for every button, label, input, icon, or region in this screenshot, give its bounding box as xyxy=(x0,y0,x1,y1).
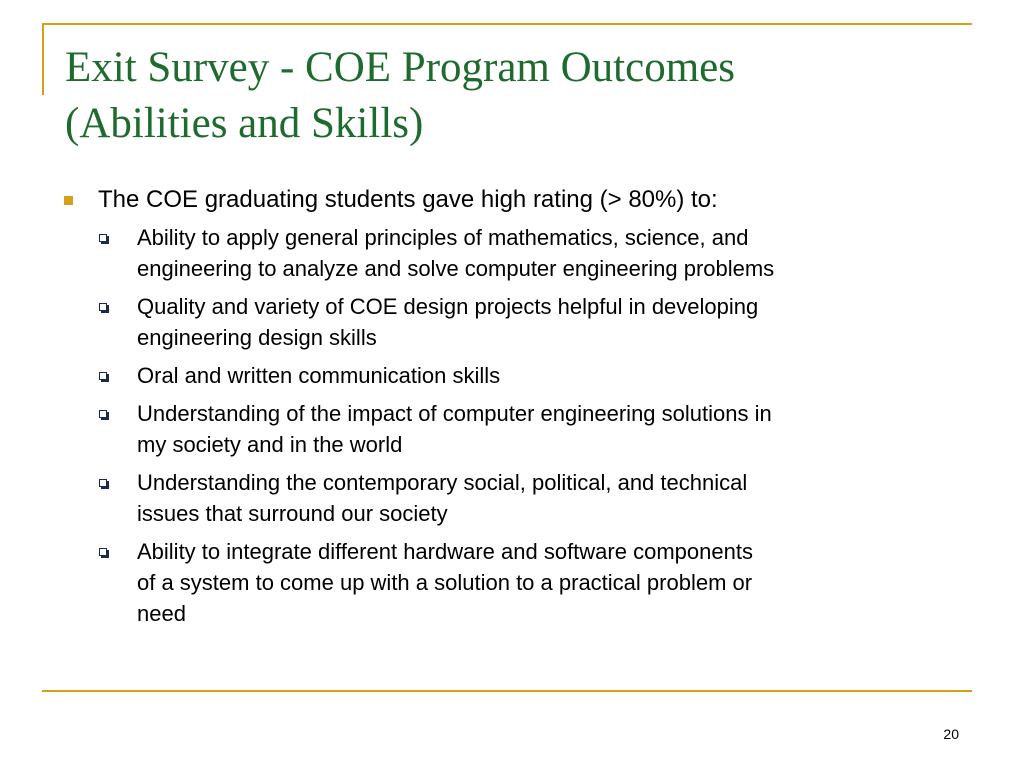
sub-bullet-text-line: of a system to come up with a solution to a practical problem or xyxy=(137,570,753,595)
main-bullet-text: The COE graduating students gave high rating (> 80%) to: xyxy=(98,186,718,213)
hollow-square-bullet-icon xyxy=(99,234,107,242)
sub-bullet-text-line: my society and in the world xyxy=(137,432,403,457)
hollow-square-bullet-icon xyxy=(99,372,107,380)
sub-bullet-list xyxy=(62,222,967,629)
hollow-square-bullet-icon xyxy=(99,479,107,487)
sub-bullet-item xyxy=(62,536,967,629)
sub-bullet-text-line: Ability to apply general principles of mathematics, science, and xyxy=(137,225,749,250)
sub-bullet-item xyxy=(62,467,967,529)
bottom-decorative-rule xyxy=(42,690,972,692)
sub-bullet-text-line: engineering design skills xyxy=(137,325,377,350)
sub-bullet-item xyxy=(62,222,967,284)
sub-bullet-item xyxy=(62,360,967,391)
top-decorative-rule xyxy=(42,23,972,25)
hollow-square-bullet-icon xyxy=(99,303,107,311)
slide-title xyxy=(65,40,985,152)
page-number: 20 xyxy=(943,726,959,742)
sub-bullet-text-line: Oral and written communication skills xyxy=(137,363,501,388)
main-bullet xyxy=(62,184,967,216)
sub-bullet-text-line: Understanding of the impact of computer engineering solutions in xyxy=(137,401,772,426)
sub-bullet-text-line: issues that surround our society xyxy=(137,501,448,526)
slide-title-line-1: Exit Survey - COE Program Outcomes xyxy=(65,44,735,91)
filled-square-bullet-icon xyxy=(64,196,73,205)
sub-bullet-text-line: Understanding the contemporary social, political, and technical xyxy=(137,470,748,495)
left-decorative-rule xyxy=(42,23,44,95)
sub-bullet-text-line: Quality and variety of COE design projects helpful in developing xyxy=(137,294,759,319)
sub-bullet-item xyxy=(62,398,967,460)
hollow-square-bullet-icon xyxy=(99,548,107,556)
slide-title-line-2: (Abilities and Skills) xyxy=(65,100,424,147)
sub-bullet-text-line: engineering to analyze and solve computer engineering problems xyxy=(137,256,775,281)
sub-bullet-text-line: need xyxy=(137,601,186,626)
sub-bullet-item xyxy=(62,291,967,353)
sub-bullet-text-line: Ability to integrate different hardware and software components xyxy=(137,539,753,564)
slide-body xyxy=(62,184,967,636)
hollow-square-bullet-icon xyxy=(99,410,107,418)
